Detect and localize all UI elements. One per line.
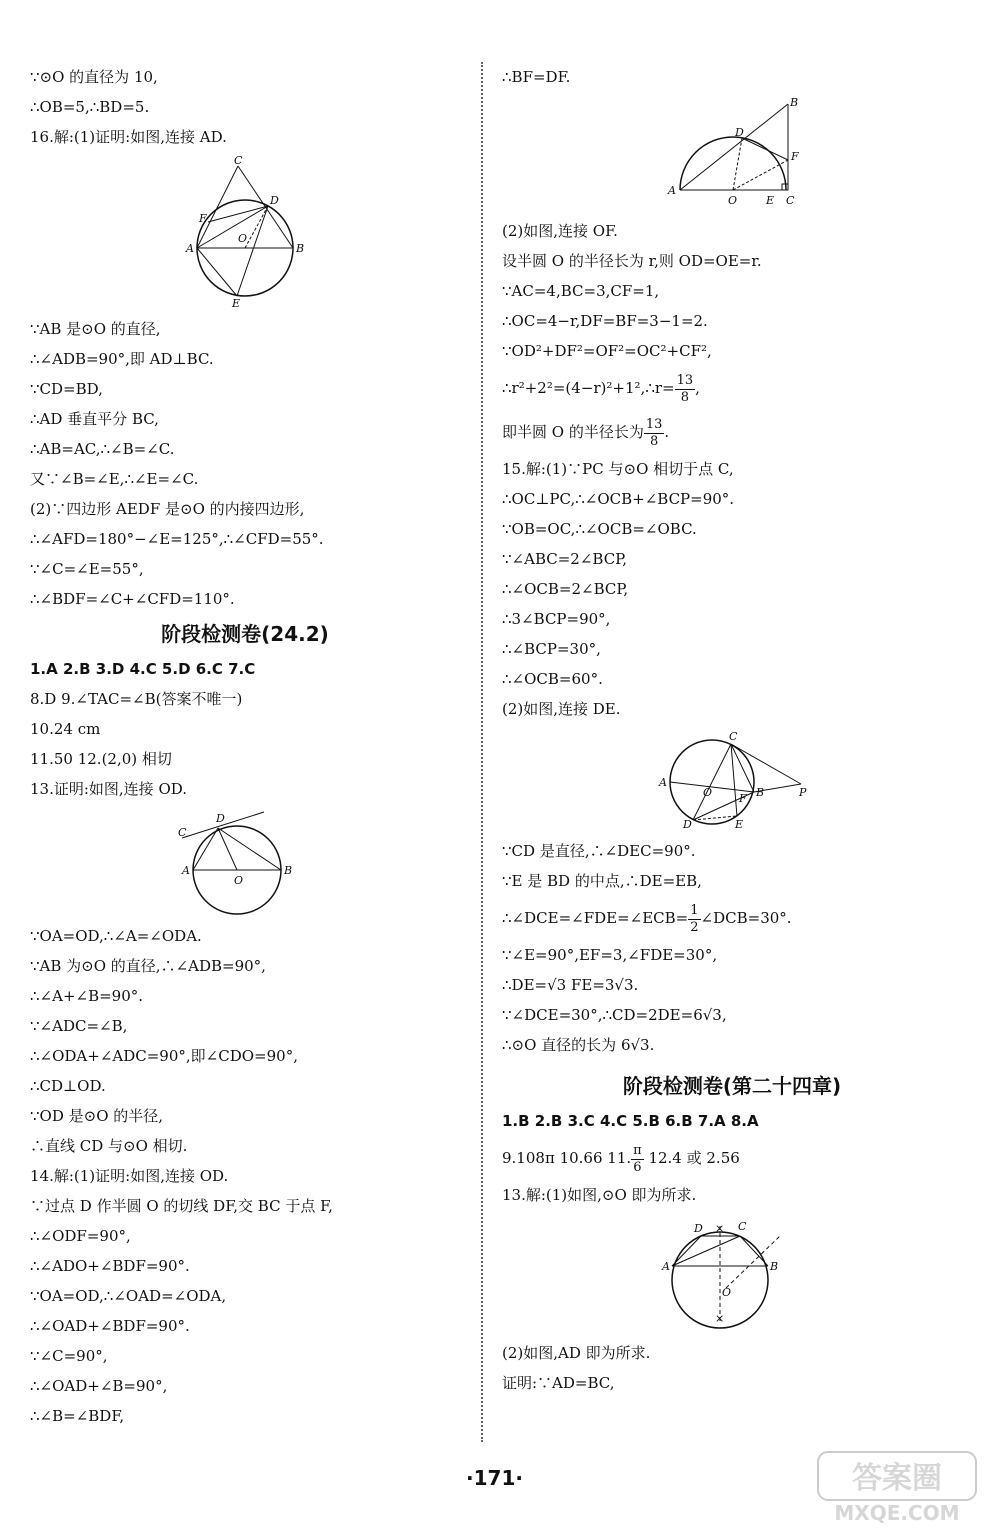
- answer-line: 8.D 9.∠TAC=∠B(答案不唯一): [30, 690, 243, 708]
- answer-text: 12.4 或 2.56: [643, 1149, 740, 1167]
- text-line: 13.证明:如图,连接 OD.: [30, 780, 188, 798]
- label-d: D: [694, 1222, 703, 1235]
- text-line: ∴DE=√3 FE=3√3.: [502, 976, 639, 994]
- label-o: O: [722, 1286, 732, 1299]
- equation-text: ,: [695, 379, 700, 397]
- label-a: A: [659, 776, 667, 789]
- figure-14: [662, 98, 802, 210]
- page-number: ·171·: [466, 1466, 523, 1490]
- label-c: C: [729, 730, 738, 743]
- text-line: ∴OB=5,∴BD=5.: [30, 98, 150, 116]
- answer-line: [502, 1136, 962, 1180]
- text-line: ∴AD 垂直平分 BC,: [30, 410, 159, 428]
- label-d: D: [216, 812, 225, 825]
- text-line: ∴⊙O 直径的长为 6√3.: [502, 1036, 655, 1054]
- answer-text: 9.108π 10.66 11.: [502, 1149, 632, 1167]
- figure-13: [180, 810, 310, 915]
- text-line: ∴∠BDF=∠C+∠CFD=110°.: [30, 590, 235, 608]
- answer-line: 1.A 2.B 3.D 4.C 5.D 6.C 7.C: [30, 660, 256, 678]
- text-line: ∴AB=AC,∴∠B=∠C.: [30, 440, 175, 458]
- equation-text: ∴∠DCE=∠FDE=∠ECB=: [502, 909, 689, 927]
- label-d: D: [683, 818, 692, 831]
- text-line: ∵∠DCE=30°,∴CD=2DE=6√3,: [502, 1006, 727, 1024]
- label-e: E: [232, 297, 241, 310]
- text-line: ∴∠BCP=30°,: [502, 640, 601, 658]
- equation-text: 即半圆 O 的半径长为: [502, 423, 644, 441]
- text-line: ∴直线 CD 与⊙O 相切.: [30, 1137, 188, 1155]
- label-b: B: [770, 1260, 779, 1273]
- text-line: ∴OC⊥PC,∴∠OCB+∠BCP=90°.: [502, 490, 735, 508]
- text-line: ∵E 是 BD 的中点,∴DE=EB,: [502, 872, 702, 890]
- label-d: D: [735, 126, 744, 139]
- text-line: 设半圆 O 的半径长为 r,则 OD=OE=r.: [502, 252, 762, 270]
- watermark-text: 答案圈: [852, 1461, 942, 1496]
- fraction-numerator: π: [633, 1142, 642, 1158]
- equation-text: .: [664, 423, 670, 441]
- text-line: (2)如图,AD 即为所求.: [502, 1344, 651, 1362]
- text-line: ∵∠ABC=2∠BCP,: [502, 550, 628, 568]
- text-line: 又∵∠B=∠E,∴∠E=∠C.: [30, 470, 199, 488]
- label-a: A: [668, 184, 676, 197]
- figure-13b: [662, 1216, 802, 1332]
- label-b: B: [790, 96, 799, 109]
- text-line: ∵OD²+DF²=OF²=OC²+CF²,: [502, 342, 712, 360]
- text-line: ∵OD 是⊙O 的半径,: [30, 1107, 164, 1125]
- fraction-denominator: 6: [633, 1159, 642, 1175]
- cross-mark: ×: [715, 1312, 725, 1325]
- figure-15: [657, 730, 807, 830]
- fraction: [675, 373, 696, 406]
- text-line: ∴∠OCB=2∠BCP,: [502, 580, 629, 598]
- text-line: ∵OA=OD,∴∠A=∠ODA.: [30, 927, 202, 945]
- text-line: ∵⊙O 的直径为 10,: [30, 68, 158, 86]
- text-line: ∴∠OAD+∠B=90°,: [30, 1377, 168, 1395]
- label-f: F: [791, 150, 799, 163]
- label-p: P: [799, 786, 807, 799]
- label-c: C: [738, 1220, 747, 1233]
- text-line: ∵∠C=90°,: [30, 1347, 108, 1365]
- text-line: ∴OC=4−r,DF=BF=3−1=2.: [502, 312, 708, 330]
- text-line: ∵AB 为⊙O 的直径,∴∠ADB=90°,: [30, 957, 266, 975]
- text-line: ∴∠AFD=180°−∠E=125°,∴∠CFD=55°.: [30, 530, 324, 548]
- text-line: ∵OB=OC,∴∠OCB=∠OBC.: [502, 520, 697, 538]
- equation-text: ∴r²+2²=(4−r)²+1²,∴r=: [502, 379, 675, 397]
- figure-16: [180, 154, 310, 310]
- watermark-url: MXQE.COM: [834, 1501, 960, 1525]
- label-b: B: [284, 864, 293, 877]
- text-line: ∴BF=DF.: [502, 68, 571, 86]
- label-o: O: [728, 194, 738, 207]
- section-heading: 阶段检测卷(第二十四章): [622, 1074, 842, 1098]
- text-line: ∴CD⊥OD.: [30, 1077, 106, 1095]
- fraction-denominator: 8: [680, 389, 690, 405]
- text-line: ∵OA=OD,∴∠OAD=∠ODA,: [30, 1287, 227, 1305]
- text-line: ∴∠B=∠BDF,: [30, 1407, 125, 1425]
- text-line: ∵∠E=90°,EF=3,∠FDE=30°,: [502, 946, 718, 964]
- answer-line: 10.24 cm: [30, 720, 101, 738]
- label-b: B: [296, 242, 305, 255]
- label-a: A: [182, 864, 190, 877]
- label-o: O: [234, 874, 244, 887]
- equation-text: ∠DCB=30°.: [700, 909, 792, 927]
- label-e: E: [735, 818, 744, 831]
- text-line: 证明:∵AD=BC,: [502, 1374, 615, 1392]
- text-line: ∴∠ODF=90°,: [30, 1227, 131, 1245]
- answer-line: 11.50 12.(2,0) 相切: [30, 750, 172, 768]
- text-line: 13.解:(1)如图,⊙O 即为所求.: [502, 1186, 697, 1204]
- equation-line: [502, 410, 962, 454]
- text-line: (2)∵四边形 AEDF 是⊙O 的内接四边形,: [30, 500, 305, 518]
- text-line: 14.解:(1)证明:如图,连接 OD.: [30, 1167, 229, 1185]
- text-line: ∴∠ODA+∠ADC=90°,即∠CDO=90°,: [30, 1047, 298, 1065]
- text-line: 16.解:(1)证明:如图,连接 AD.: [30, 128, 227, 146]
- text-line: ∵AB 是⊙O 的直径,: [30, 320, 161, 338]
- text-line: ∴∠ADO+∠BDF=90°.: [30, 1257, 190, 1275]
- left-column: [30, 62, 460, 1431]
- equation-line: [502, 366, 962, 410]
- section-heading: 阶段检测卷(24.2): [161, 622, 329, 646]
- fraction-denominator: 2: [690, 919, 699, 935]
- text-line: ∴∠ADB=90°,即 AD⊥BC.: [30, 350, 214, 368]
- equation-line: [502, 896, 962, 940]
- answer-line: 1.B 2.B 3.C 4.C 5.B 6.B 7.A 8.A: [502, 1112, 759, 1130]
- fraction-numerator: 1: [690, 902, 699, 918]
- text-line: ∴3∠BCP=90°,: [502, 610, 611, 628]
- text-line: ∴∠OCB=60°.: [502, 670, 603, 688]
- label-c: C: [786, 194, 795, 207]
- label-a: A: [662, 1260, 670, 1273]
- fraction-numerator: 13: [645, 416, 663, 432]
- text-line: ∵∠C=∠E=55°,: [30, 560, 144, 578]
- label-c: C: [178, 826, 187, 839]
- label-o: O: [703, 786, 713, 799]
- text-line: (2)如图,连接 DE.: [502, 700, 621, 718]
- fraction-numerator: 13: [676, 372, 694, 388]
- cross-mark: ×: [715, 1222, 725, 1235]
- text-line: (2)如图,连接 OF.: [502, 222, 618, 240]
- text-line: ∵过点 D 作半圆 O 的切线 DF,交 BC 于点 F,: [30, 1197, 333, 1215]
- label-a: A: [186, 242, 194, 255]
- label-d: D: [270, 194, 279, 207]
- label-o: O: [238, 232, 248, 245]
- column-divider: [481, 62, 483, 1442]
- text-line: 15.解:(1)∵PC 与⊙O 相切于点 C,: [502, 460, 734, 478]
- fraction: [688, 903, 700, 936]
- label-f: F: [739, 792, 747, 805]
- fraction-denominator: 8: [649, 433, 659, 449]
- text-line: ∴∠A+∠B=90°.: [30, 987, 144, 1005]
- label-b: B: [756, 786, 765, 799]
- text-line: ∴∠OAD+∠BDF=90°.: [30, 1317, 190, 1335]
- watermark-logo: [812, 1448, 982, 1528]
- text-line: ∵CD=BD,: [30, 380, 103, 398]
- label-e: E: [766, 194, 775, 207]
- label-f: F: [199, 212, 207, 225]
- label-c: C: [234, 154, 243, 167]
- text-line: ∵AC=4,BC=3,CF=1,: [502, 282, 660, 300]
- fraction: [631, 1143, 644, 1176]
- text-line: ∵CD 是直径,∴∠DEC=90°.: [502, 842, 696, 860]
- right-column: [502, 62, 962, 1398]
- fraction: [644, 417, 665, 450]
- text-line: ∵∠ADC=∠B,: [30, 1017, 128, 1035]
